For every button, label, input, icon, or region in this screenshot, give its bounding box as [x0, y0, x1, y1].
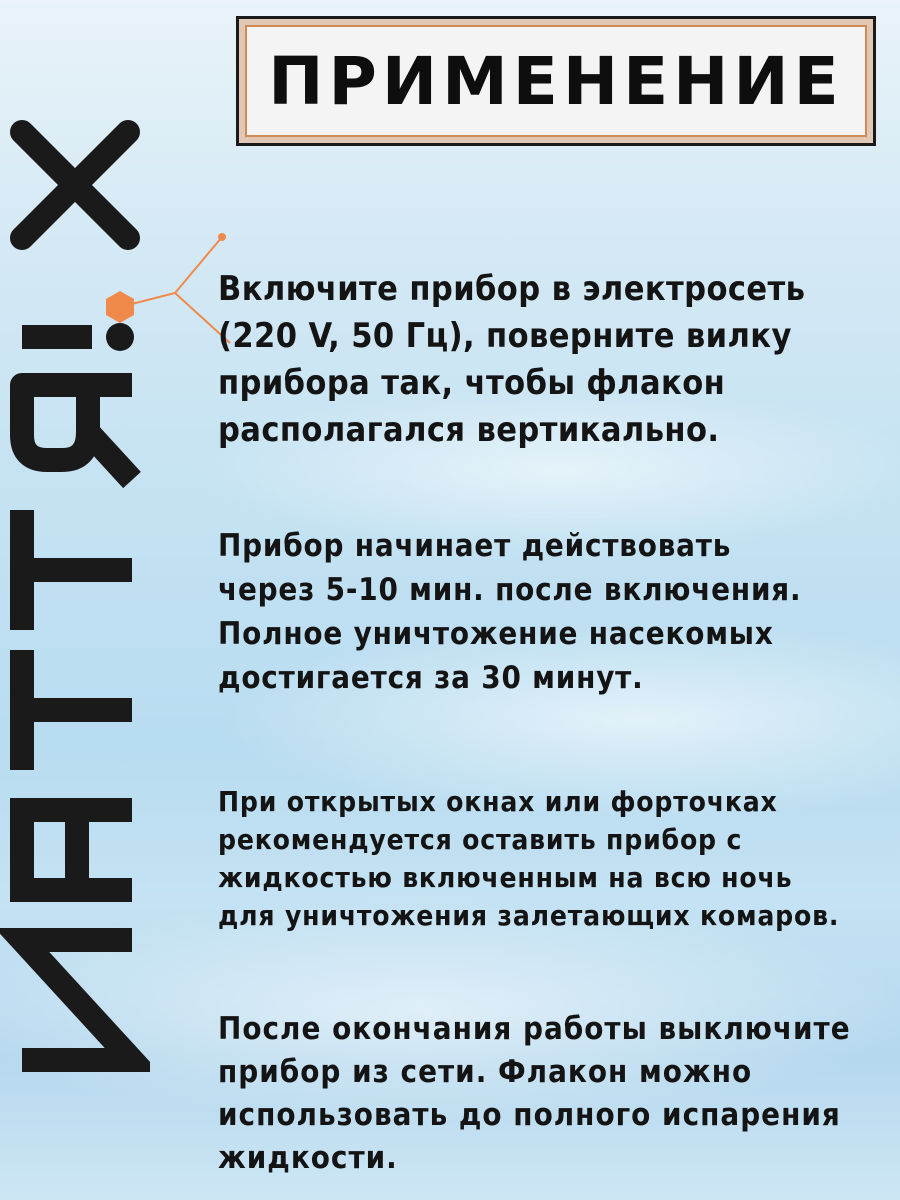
title-banner-inner	[245, 25, 867, 137]
instruction-paragraph-1: Включите прибор в электросеть (220 V, 50 Гц), поверните вилку прибора так, чтобы флакон располагался вертикально.	[218, 269, 806, 450]
page-title: ПРИМЕНЕНИЕ	[268, 42, 844, 120]
instruction-paragraph-2: Прибор начинает действовать через 5-10 мин. после включения. Полное уничтожение насекомых достигается за 30 минут.	[218, 528, 802, 696]
title-banner	[236, 16, 876, 146]
instruction-paragraph-3: При открытых окнах или форточках рекомендуется оставить прибор с жидкостью включенным на всю ночь для уничтожения залетающих комаров.	[218, 785, 840, 932]
instruction-paragraph-4: После окончания работы выключите прибор из сети. Флакон можно использовать до полного испарения жидкости.	[218, 1011, 851, 1176]
